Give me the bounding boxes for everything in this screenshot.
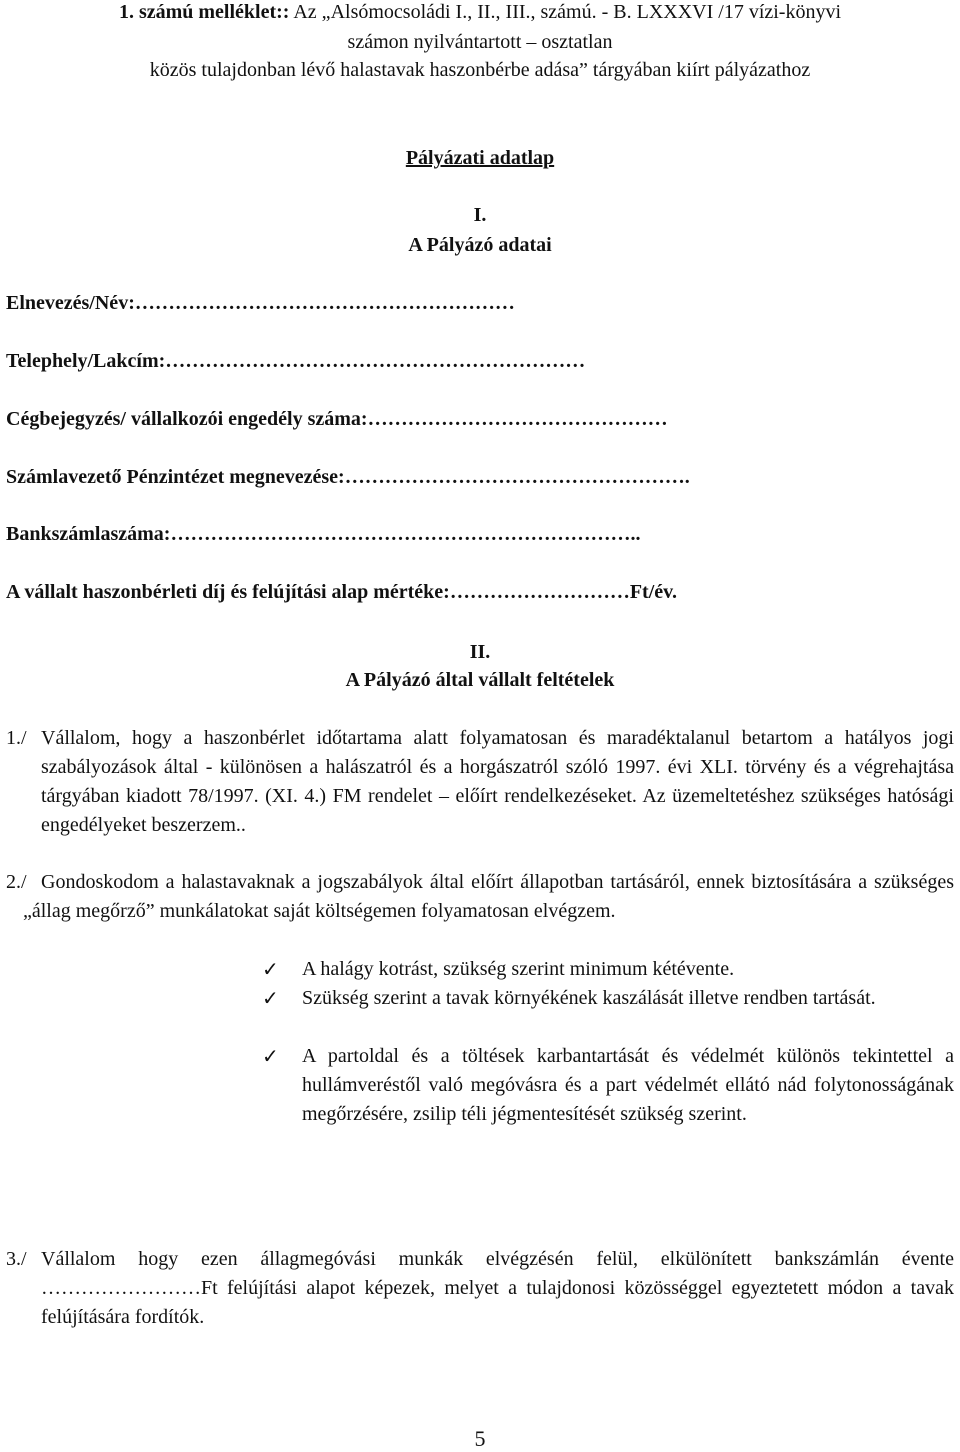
annex-number: 1. számú melléklet::	[118, 1, 290, 23]
checklist-item-2-text: Szükség szerint a tavak környékének kaszálását illetve rendben tartását.	[302, 987, 876, 1009]
condition-item-1	[6, 724, 954, 840]
bank-name-field-blank: …………………………………………….	[344, 466, 690, 488]
checkmark-icon: ✓	[262, 986, 279, 1010]
bank-account-field-label: Bankszámlaszáma:	[6, 523, 171, 545]
page-title: Pályázati adatlap	[405, 147, 555, 169]
checkmark-icon: ✓	[262, 957, 279, 981]
registration-field-blank: ………………………………………	[367, 408, 668, 430]
name-field-label: Elnevezés/Név:	[6, 292, 135, 314]
registration-field-label: Cégbejegyzés/ vállalkozói engedély száma:	[6, 408, 368, 430]
annex-header-line-3: közös tulajdonban lévő halastavak haszonbérbe adása” tárgyában kiírt pályázathoz	[149, 59, 811, 81]
section-2-number: II.	[469, 641, 491, 663]
checklist-item-3	[262, 1042, 954, 1129]
condition-item-1-number: 1./	[6, 727, 27, 749]
rent-fee-field-label: A vállalt haszonbérleti díj és felújítási alap mértéke:	[6, 581, 450, 603]
annex-header-line-2: számon nyilvántartott – osztatlan	[347, 31, 613, 53]
section-1-heading: A Pályázó adatai	[408, 234, 552, 256]
rent-fee-field-blank: ………………………Ft/év.	[449, 581, 678, 603]
bank-account-field-blank: ……………………………………………………………..	[170, 523, 641, 545]
address-field-label: Telephely/Lakcím:	[6, 350, 166, 372]
condition-item-2	[6, 868, 954, 926]
address-field-row	[6, 349, 585, 373]
condition-item-2-number: 2./	[6, 871, 27, 893]
checklist-item-2	[262, 984, 954, 1013]
page-number: 5	[474, 1426, 486, 1451]
checklist-item-1	[262, 955, 954, 984]
bank-name-field-label: Számlavezető Pénzintézet megnevezése:	[6, 466, 345, 488]
condition-item-1-text: Vállalom, hogy a haszonbérlet időtartama alatt folyamatosan és maradéktalanul betartom a hatályos jogi szabályozások által - különösen a halászatról és a horgászatról szóló 1997. évi XLI. törvény és a végrehajtása tárgyában kiadott 78/1997. (XI. 4.) FM rendelet – előírt rendelkezéseket. Az üzemeltetéshez szükséges hatósági engedélyeket beszerzem..	[41, 727, 954, 836]
condition-item-3-number: 3./	[6, 1248, 27, 1270]
checklist-item-1-text: A halágy kotrást, szükség szerint minimum kétévente.	[302, 958, 735, 980]
name-field-row	[6, 291, 515, 315]
condition-item-3-text: Vállalom hogy ezen állagmegóvási munkák elvégzésén felül, elkülönített bankszámlán évente ……………………Ft felújítási alapot képezek, melyet a tulajdonosi közösséggel egyeztetett módon a tavak felújítására fordítók.	[41, 1248, 954, 1328]
annex-header-text: Az „Alsómocsoládi I., II., III., számú. - B. LXXXVI /17 vízi-könyvi	[289, 1, 842, 23]
checklist-item-3-text: A partoldal és a töltések karbantartását és védelmét különös tekintettel a hullámveréstől való megóvásra és a part védelmét ellátó nád folytonosságának megőrzésére, zsilip téli jégmentesítését szükség szerint.	[302, 1045, 954, 1125]
bank-name-field-row	[6, 465, 690, 489]
checkmark-icon: ✓	[262, 1044, 279, 1068]
address-field-blank: ………………………………………………………	[165, 350, 586, 372]
section-2-heading: A Pályázó által vállalt feltételek	[345, 669, 615, 691]
condition-item-3	[6, 1245, 954, 1332]
registration-field-row	[6, 407, 668, 431]
condition-item-2-text: Gondoskodom a halastavaknak a jogszabályok által előírt állapotban tartásáról, ennek biztosítására a szükséges „állag megőrző” munkálatokat saját költségemen folyamatosan elvégzem.	[23, 871, 954, 922]
section-1-number: I.	[473, 204, 487, 226]
name-field-blank: …………………………………………………	[134, 292, 515, 314]
bank-account-field-row	[6, 522, 640, 546]
annex-header-line-1	[0, 0, 960, 24]
rent-fee-field-row	[6, 580, 677, 604]
